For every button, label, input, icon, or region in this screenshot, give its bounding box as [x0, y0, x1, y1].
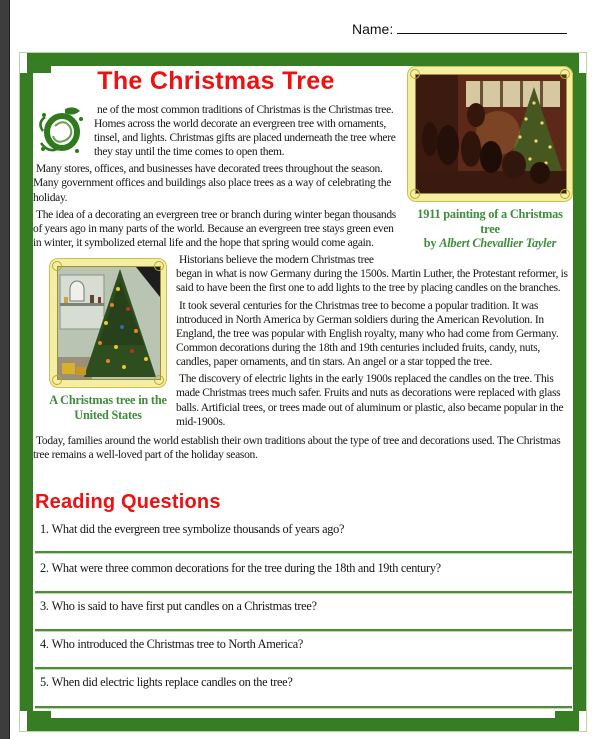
- photo-image: [57, 266, 161, 380]
- border-corner-notch: [579, 53, 586, 73]
- question-5: 5. When did electric lights replace candles on the tree?: [40, 675, 293, 689]
- frame-curl-icon: [560, 69, 570, 79]
- photo-frame: [49, 258, 167, 388]
- painting-caption: 1911 painting of a Christmas tree by Albert Chevallier Tayler: [417, 207, 563, 250]
- frame-curl-icon: [154, 261, 164, 271]
- photo-figure: [49, 258, 167, 422]
- paragraph-3: The idea of a decorating an evergreen tree or branch during winter began thousands of years ago in many parts of the world. Because an evergreen tree stays green even in winter, it symbolized eternal life and the hope that spring would come again.: [33, 208, 396, 250]
- paragraph-5: It took several centuries for the Christmas tree to become a popular tradition. It was introduced in North America by German soldiers during the American Revolution. In England, the tree was popular with English royalty, many who had come from Germany. Common decorations during the 18th and 19th centuries included fruits, candy, nuts, candles, paper ornaments, and tin stars. An angel or a star topped the tree.: [176, 299, 559, 369]
- frame-curl-icon: [154, 375, 164, 385]
- drop-cap-ornament-icon: [35, 105, 89, 157]
- article-body: [33, 66, 573, 491]
- decorative-border: [20, 53, 586, 731]
- photo-caption: A Christmas tree in the United States: [49, 393, 167, 422]
- name-label: Name:: [352, 21, 394, 37]
- frame-curl-icon: [410, 69, 420, 79]
- painting-frame: [407, 66, 573, 202]
- border-corner-notch: [579, 711, 586, 731]
- border-corner-notch: [20, 53, 27, 73]
- page-title: The Christmas Tree: [97, 67, 335, 95]
- painting-figure: [407, 66, 573, 251]
- frame-curl-icon: [52, 375, 62, 385]
- question-1: 1. What did the evergreen tree symbolize thousands of years ago?: [40, 522, 345, 536]
- answer-line-3: [35, 629, 572, 631]
- paragraph-1: ne of the most common traditions of Christmas is the Christmas tree. Homes across the world decorate an evergreen tree with ornaments, tinsel, and lights. Christmas gifts are placed underneath the tree where they stay until the time comes to open them.: [33, 103, 573, 160]
- artist-name: Albert Chevallier Tayler: [439, 236, 557, 250]
- question-4: 4. Who introduced the Christmas tree to North America?: [40, 637, 304, 651]
- name-answer-line: [397, 20, 567, 34]
- answer-line-5: [35, 706, 572, 708]
- frame-curl-icon: [410, 189, 420, 199]
- painting-image: [415, 74, 567, 194]
- page-edge-strip: [0, 0, 10, 739]
- questions-heading: Reading Questions: [35, 491, 221, 513]
- question-3: 3. Who is said to have first put candles on a Christmas tree?: [40, 599, 317, 613]
- paragraph-2: Many stores, offices, and businesses have decorated trees throughout the season. Many government offices and buildings also place trees as a way of celebrating the holiday.: [33, 163, 392, 204]
- border-corner-notch: [20, 711, 27, 731]
- reading-questions-section: [33, 491, 573, 718]
- paragraph-4: Historians believe the modern Christmas tree began in what is now Germany during the 1500s. Martin Luther, the Protestant reformer, is said to have been the first one to add lights to the tree by placing candles on the branches.: [176, 254, 568, 295]
- answer-line-2: [35, 591, 572, 593]
- name-field: [352, 20, 567, 37]
- paragraph-6: The discovery of electric lights in the early 1900s replaced the candles on the tree. This made Christmas trees much safer. Fruits and nuts as decorations were replaced with glass balls. Artificial trees, or trees made out of aluminum or plastic, also became popular in the mid-1900s.: [176, 373, 564, 428]
- paragraph-7: Today, families around the world establish their own traditions about the type of tree and decorations used. The Christmas tree remains a well-loved part of the holiday season.: [33, 434, 561, 461]
- frame-curl-icon: [560, 189, 570, 199]
- answer-line-4: [35, 667, 572, 669]
- answer-line-1: [35, 551, 572, 553]
- question-2: 2. What were three common decorations for the tree during the 18th and 19th century?: [40, 561, 441, 575]
